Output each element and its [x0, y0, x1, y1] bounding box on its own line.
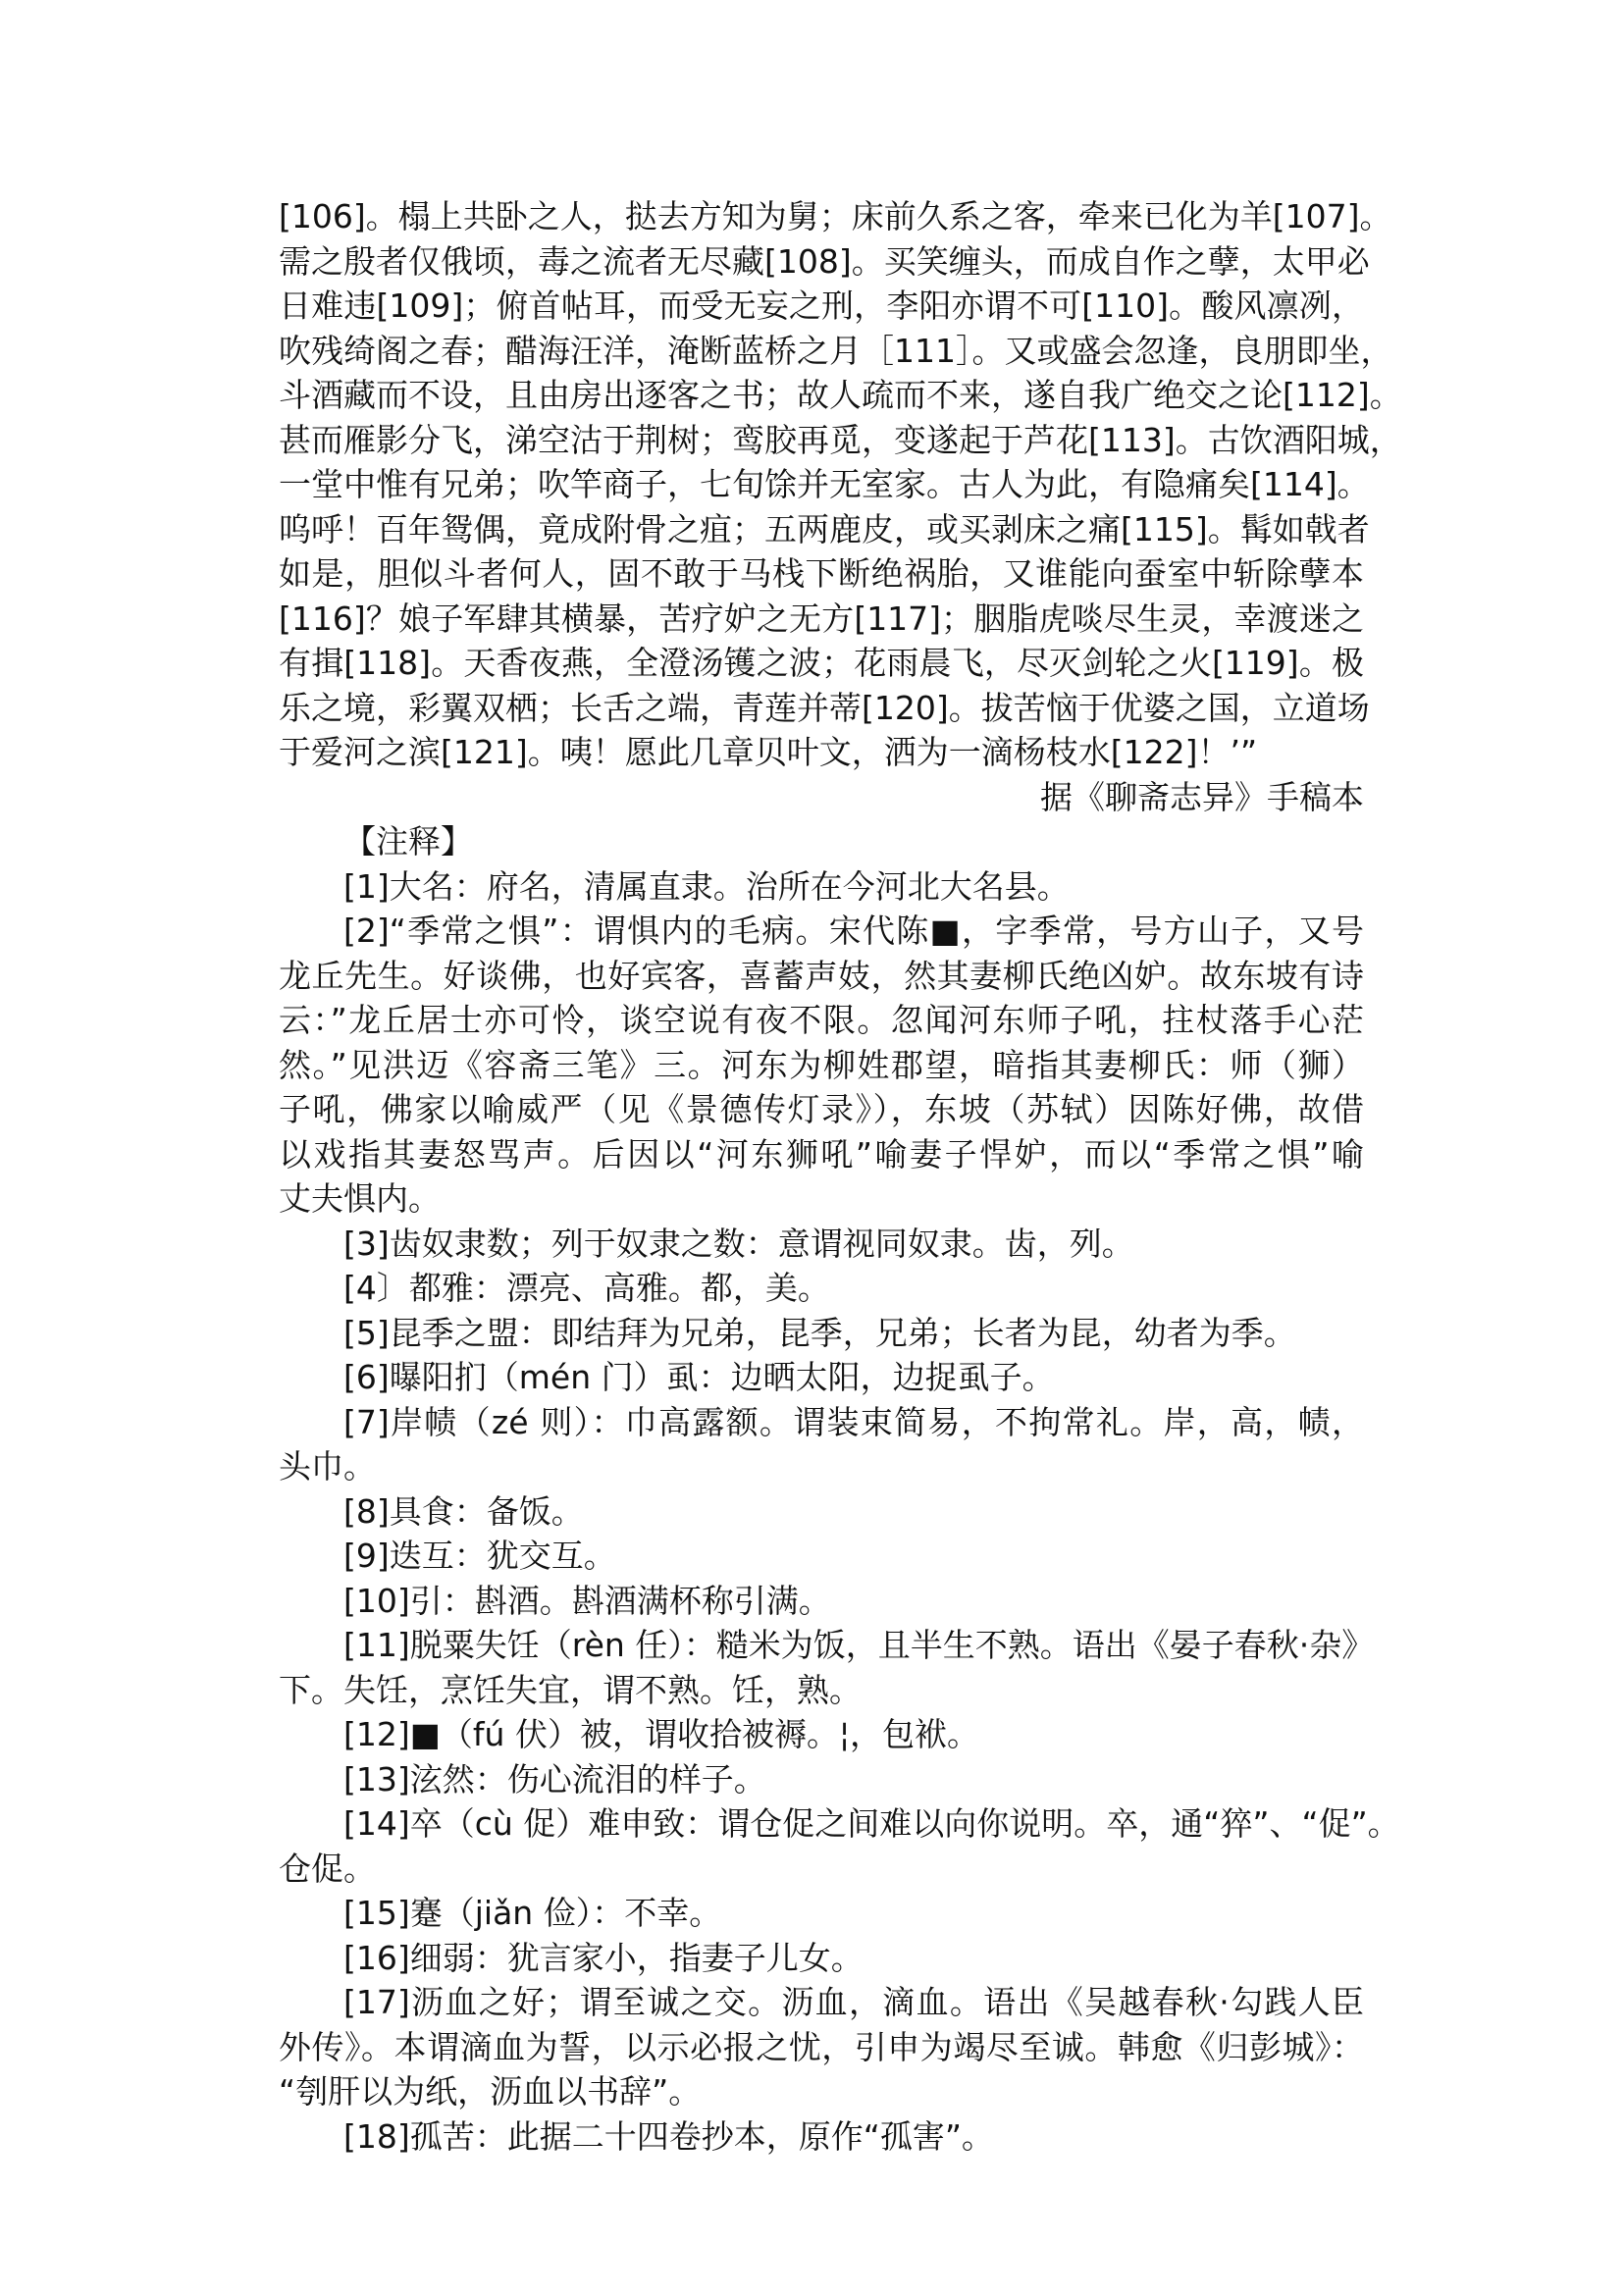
note-line: [4〕都雅：漂亮、高雅。都，美。 [343, 1269, 830, 1307]
note-line: [16]细弱：犹言家小，指妻子儿女。 [343, 1938, 864, 1977]
source-citation: 据《聊斋志异》手稿本 [1040, 777, 1364, 816]
note-line: [11]脱粟失饪（rèn 任）：糙米为饭，且半生不熟。语出《晏子春秋·杂》 [343, 1626, 1375, 1664]
body-line: 乐之境，彩翼双栖；长舌之端，青莲并蒂[120]。拔苦恼于优婆之国，立道场 [279, 688, 1370, 727]
note-line: 龙丘先生。好谈佛，也好宾客，喜蓄声妓，然其妻柳氏绝凶妒。故东坡有诗 [279, 956, 1364, 995]
body-line: 甚而雁影分飞，涕空沽于荆树；鸾胶再觅，变遂起于芦花[113]。古饮酒阳城， [279, 420, 1402, 459]
body-line: 一堂中惟有兄弟；吹竿商子，七旬馀并无室家。古人为此，有隐痛矣[114]。 [279, 465, 1370, 503]
body-line: 斗酒藏而不设，且由房出逐客之书；故人疏而不来，遂自我广绝交之论[112]。 [279, 376, 1402, 414]
note-item [279, 1891, 1364, 1936]
note-line: 以戏指其妻怒骂声。后因以“河东狮吼”喻妻子悍妒，而以“季常之惧”喻 [279, 1134, 1364, 1173]
body-line: 需之殷者仅俄顷，毒之流者无尽藏[108]。买笑缠头，而成自作之孽，太甲必 [279, 241, 1370, 281]
document-page [279, 194, 1402, 2159]
note-line: [13]泫然：伤心流泪的样子。 [343, 1759, 766, 1799]
note-line: [8]具食：备饭。 [343, 1491, 584, 1531]
note-line: [2]“季常之惧”：谓惧内的毛病。宋代陈■，字季常，号方山子，又号 [343, 912, 1364, 950]
note-item [279, 1266, 1364, 1311]
note-item [279, 864, 1364, 910]
body-line: 呜呼！百年鸳偶，竟成附骨之疽；五两鹿皮，或买剥床之痛[115]。髯如戟者 [279, 509, 1370, 548]
note-line: [17]沥血之好；谓至诚之交。沥血，滴血。语出《吴越春秋·勾践人臣 [343, 1983, 1364, 2021]
note-line: [5]昆季之盟：即结拜为兄弟，昆季，兄弟；长者为昆，幼者为季。 [343, 1313, 1296, 1352]
notes-list [279, 864, 1400, 2160]
body-line: [106]。榻上共卧之人，挞去方知为舅；床前久系之客，牵来已化为羊[107]。 [279, 197, 1392, 235]
note-item [279, 909, 1364, 1222]
note-item [279, 1623, 1375, 1712]
note-line: [15]蹇（jiǎn 俭）：不幸。 [343, 1894, 722, 1932]
note-item [279, 1579, 1364, 1624]
note-line: 头巾。 [279, 1447, 376, 1486]
note-item [279, 1311, 1364, 1356]
note-line: [14]卒（cù 促）难申致：谓仓促之间难以向你说明。卒，通“猝”、“促”。 [343, 1804, 1400, 1843]
note-line: 下。失饪，烹饪失宜，谓不熟。饪，熟。 [279, 1670, 862, 1709]
note-line: [3]齿奴隶数；列于奴隶之数：意谓视同奴隶。齿，列。 [343, 1224, 1134, 1263]
body-line: 日难违[109]；俯首帖耳，而受无妄之刑，李阳亦谓不可[110]。酸风凛冽， [279, 287, 1364, 325]
body-line: 吹残绮阁之春；醋海汪洋，淹断蓝桥之月［111］。又或盛会忽逢，良朋即坐， [279, 331, 1393, 370]
note-item [279, 1936, 1364, 1981]
note-line: [7]岸帻（zé 则）：巾高露额。谓装束简易，不拘常礼。岸，高，帻， [343, 1402, 1364, 1441]
note-line: 然。”见洪迈《容斋三笔》三。河东为柳姓郡望，暗指其妻柳氏：师（狮） [279, 1045, 1364, 1084]
note-item [279, 1489, 1364, 1535]
notes-heading: 【注释】 [343, 822, 473, 860]
body-line: 如是，胆似斗者何人，固不敢于马栈下断绝祸胎，又谁能向蚕室中斩除孽本 [279, 554, 1364, 593]
note-item [279, 1801, 1400, 1891]
note-line: [18]孤苦：此据二十四卷抄本，原作“孤害”。 [343, 2116, 994, 2156]
note-item [279, 1980, 1364, 2114]
note-item [279, 1757, 1364, 1802]
note-line: “刳肝以为纸，沥血以书辞”。 [279, 2072, 702, 2111]
note-line: 子吼，佛家以喻威严（见《景德传灯录》），东坡（苏轼）因陈好佛，故借 [279, 1090, 1364, 1128]
note-line: [1]大名：府名，清属直隶。治所在今河北大名县。 [343, 866, 1070, 906]
note-item [279, 1712, 1364, 1757]
note-item [279, 1355, 1364, 1400]
note-line: 云：”龙丘居士亦可怜，谈空说有夜不限。忽闻河东师子吼，拄杖落手心茫 [279, 1001, 1364, 1039]
body-line: [116]？娘子军肆其横暴，苦疗妒之无方[117]；胭脂虎啖尽生灵，幸渡迷之 [279, 599, 1364, 638]
note-line: 仓促。 [279, 1849, 376, 1888]
note-item [279, 1400, 1364, 1489]
note-item [279, 1534, 1364, 1579]
body-line: 有揖[118]。天香夜燕，全澄汤镬之波；花雨晨飞，尽灭剑轮之火[119]。极 [279, 644, 1364, 682]
note-line: [6]曝阳扪（mén 门）虱：边晒太阳，边捉虱子。 [343, 1358, 1055, 1396]
note-line: 丈夫惧内。 [279, 1179, 441, 1218]
note-line: [12]■（fú 伏）被，谓收拾被褥。¦，包袱。 [343, 1715, 980, 1753]
body-text [279, 194, 1402, 775]
note-item [279, 1222, 1364, 1267]
note-line: 外传》。本谓滴血为誓，以示必报之忧，引申为竭尽至诚。韩愈《归彭城》： [279, 2027, 1364, 2066]
note-line: [10]引：斟酒。斟酒满杯称引满。 [343, 1581, 831, 1620]
note-item [279, 2114, 1364, 2160]
body-line: 于爱河之滨[121]。咦！愿此几章贝叶文，洒为一滴杨枝水[122]！’” [279, 733, 1258, 771]
note-line: [9]迭互：犹交互。 [343, 1537, 616, 1575]
